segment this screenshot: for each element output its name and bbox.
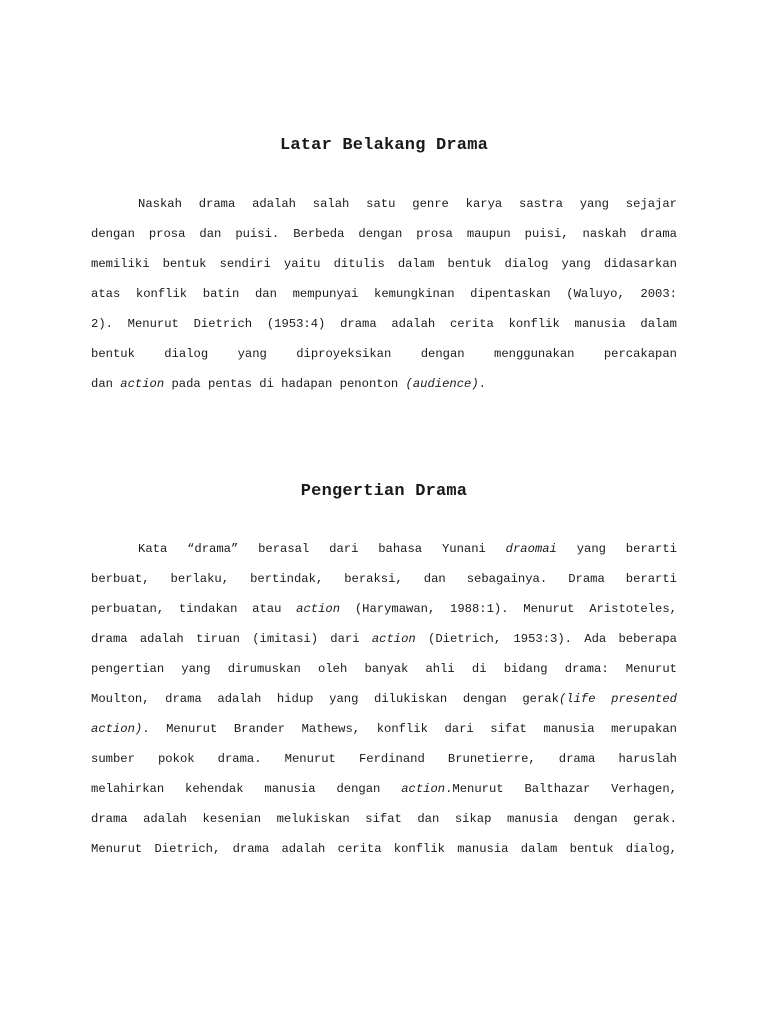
- section-title-pengertian: Pengertian Drama: [300, 482, 468, 501]
- italic-term: action: [401, 782, 446, 796]
- paragraph-line: sumber pokok drama. Menurut Ferdinand Brunetierre, drama haruslah: [91, 752, 677, 766]
- text-run: drama adalah tiruan (imitasi) dari: [91, 632, 372, 646]
- paragraph-line: bentuk dialog yang diproyeksikan dengan menggunakan percakapan: [91, 347, 677, 361]
- text-run: dan: [91, 377, 121, 391]
- paragraph-line: drama adalah kesenian melukiskan sifat dan sikap manusia dengan gerak.: [91, 812, 677, 826]
- paragraph-line: pengertian yang dirumuskan oleh banyak ahli di bidang drama: Menurut: [91, 662, 677, 676]
- text-run: (Dietrich, 1953:3). Ada beberapa: [415, 632, 677, 646]
- italic-term: action): [91, 722, 143, 736]
- italic-term: (audience): [405, 377, 479, 391]
- italic-term: (life presented: [558, 692, 677, 706]
- paragraph-line: [91, 691, 677, 707]
- paragraph-line: berbuat, berlaku, bertindak, beraksi, dan sebagainya. Drama berarti: [91, 572, 677, 586]
- text-run: perbuatan, tindakan atau: [91, 602, 297, 616]
- text-run: . Menurut Brander Mathews, konflik dari sifat manusia merupakan: [142, 722, 677, 736]
- text-run: .: [478, 377, 486, 391]
- paragraph-line: [91, 601, 677, 617]
- paragraph-line: [91, 781, 677, 797]
- paragraph-line: [91, 376, 677, 392]
- paragraph-line: memiliki bentuk sendiri yaitu ditulis dalam bentuk dialog yang didasarkan: [91, 257, 677, 271]
- text-run: .Menurut Balthazar Verhagen,: [445, 782, 677, 796]
- section-title-latar-belakang: Latar Belakang Drama: [279, 136, 489, 155]
- text-run: pada pentas di hadapan penonton: [164, 377, 406, 391]
- text-run: Kata “drama” berasal dari bahasa Yunani: [138, 542, 506, 556]
- text-run: (Harymawan, 1988:1). Menurut Aristoteles,: [340, 602, 677, 616]
- italic-term: draomai: [505, 542, 557, 556]
- paragraph-line: dengan prosa dan puisi. Berbeda dengan prosa maupun puisi, naskah drama: [91, 227, 677, 241]
- text-run: Moulton, drama adalah hidup yang dilukiskan dengan gerak: [91, 692, 559, 706]
- text-run: melahirkan kehendak manusia dengan: [91, 782, 402, 796]
- text-run: yang berarti: [556, 542, 677, 556]
- paragraph-line: [138, 541, 677, 557]
- paragraph-line: 2). Menurut Dietrich (1953:4) drama adalah cerita konflik manusia dalam: [91, 317, 677, 331]
- italic-term: action: [371, 632, 416, 646]
- paragraph-line: atas konflik batin dan mempunyai kemungkinan dipentaskan (Waluyo, 2003:: [91, 287, 677, 301]
- paragraph-line: [91, 721, 677, 737]
- italic-term: action: [120, 377, 165, 391]
- paragraph-line: Menurut Dietrich, drama adalah cerita konflik manusia dalam bentuk dialog,: [91, 842, 677, 856]
- paragraph-line: Naskah drama adalah salah satu genre karya sastra yang sejajar: [138, 197, 677, 211]
- paragraph-line: [91, 631, 677, 647]
- italic-term: action: [296, 602, 341, 616]
